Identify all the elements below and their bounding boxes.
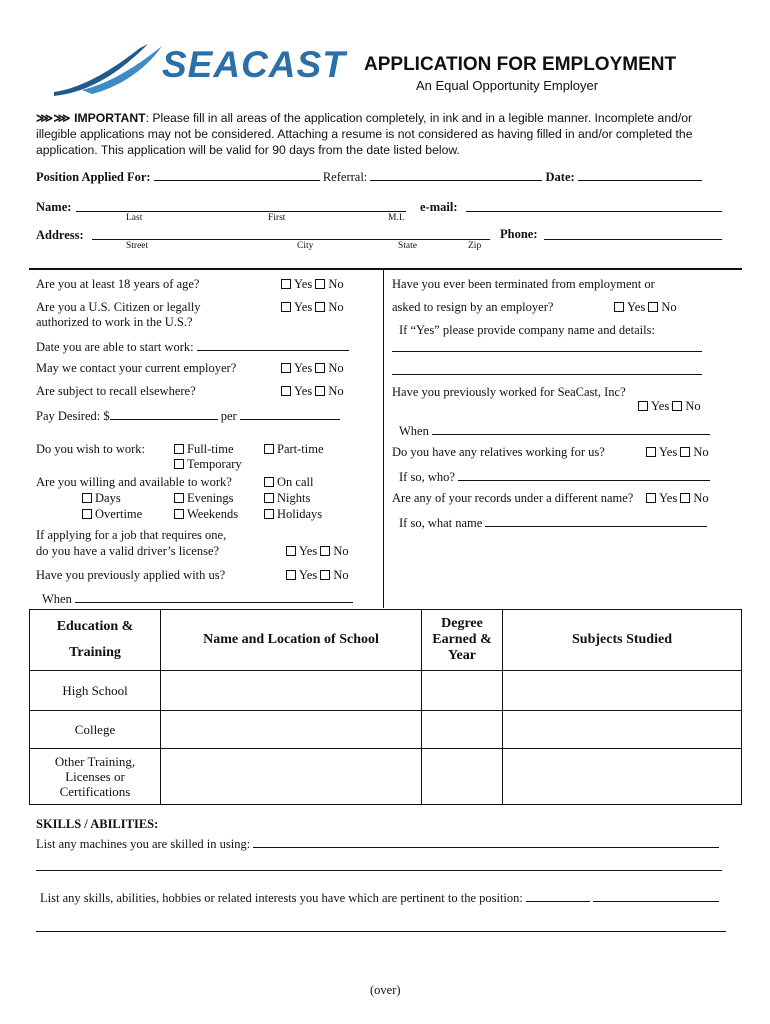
- checkbox-icon[interactable]: [638, 401, 648, 411]
- age-options[interactable]: Yes No: [281, 277, 344, 292]
- education-header: Education & Training: [30, 610, 161, 671]
- checkbox-icon[interactable]: [281, 279, 291, 289]
- checkbox-icon[interactable]: [174, 509, 184, 519]
- row-label: Other Training, Licenses or Certifications: [30, 749, 161, 805]
- checkbox-icon[interactable]: [264, 493, 274, 503]
- degree-cell[interactable]: [422, 711, 503, 749]
- subtitle: An Equal Opportunity Employer: [416, 78, 599, 93]
- checkbox-icon[interactable]: [680, 447, 690, 457]
- checkbox-icon[interactable]: [646, 493, 656, 503]
- q-contact: May we contact your current employer?: [36, 361, 237, 375]
- degree-cell[interactable]: [422, 671, 503, 711]
- details-line-1[interactable]: [392, 351, 702, 352]
- interests-line-2[interactable]: [36, 931, 726, 932]
- q-recall: Are subject to recall elsewhere?: [36, 384, 196, 398]
- q-age: Are you at least 18 years of age?: [36, 277, 200, 291]
- email-field[interactable]: [466, 211, 722, 212]
- last-caption: Last: [126, 213, 143, 223]
- q-relatives: Do you have any relatives working for us?: [392, 445, 605, 459]
- if-so-what-name: If so, what name: [399, 514, 707, 531]
- checkbox-icon[interactable]: [614, 302, 624, 312]
- if-so-who: If so, who?: [399, 468, 710, 485]
- checkbox-icon[interactable]: [680, 493, 690, 503]
- temporary-option[interactable]: Temporary: [174, 457, 242, 472]
- phone-field[interactable]: [544, 239, 722, 240]
- state-caption: State: [398, 241, 417, 251]
- machines-field[interactable]: [253, 835, 719, 848]
- checkbox-icon[interactable]: [315, 363, 325, 373]
- position-label: Position Applied For:: [36, 170, 151, 184]
- worked-when: When: [399, 422, 710, 439]
- q-license-2: do you have a valid driver’s license?: [36, 544, 220, 558]
- q-citizen-2: authorized to work in the U.S.?: [36, 315, 193, 329]
- checkbox-icon[interactable]: [320, 570, 330, 580]
- subjects-cell[interactable]: [503, 671, 742, 711]
- checkbox-icon[interactable]: [648, 302, 658, 312]
- degree-header: Degree Earned & Year: [422, 610, 503, 671]
- zip-caption: Zip: [468, 241, 482, 251]
- overtime-option[interactable]: Overtime: [82, 507, 142, 522]
- page-title: APPLICATION FOR EMPLOYMENT: [364, 54, 677, 75]
- records-options[interactable]: Yes No: [646, 491, 709, 506]
- machines-line-2[interactable]: [36, 870, 722, 871]
- degree-cell[interactable]: [422, 749, 503, 805]
- checkbox-icon[interactable]: [174, 459, 184, 469]
- position-row: [36, 168, 702, 185]
- over-note: (over): [370, 983, 401, 997]
- q-terminated-2: asked to resign by an employer?: [392, 300, 554, 314]
- worked-when-field[interactable]: [432, 422, 710, 435]
- first-caption: First: [268, 213, 286, 223]
- other-name-field[interactable]: [485, 514, 707, 527]
- checkbox-icon[interactable]: [672, 401, 682, 411]
- who-field[interactable]: [458, 468, 710, 481]
- important-notice: [36, 110, 726, 158]
- nights-option[interactable]: Nights: [264, 491, 310, 506]
- education-table: [29, 609, 742, 805]
- checkbox-icon[interactable]: [264, 509, 274, 519]
- checkbox-icon[interactable]: [174, 493, 184, 503]
- checkbox-icon[interactable]: [281, 386, 291, 396]
- mi-caption: M.I.: [388, 213, 405, 223]
- subjects-header: Subjects Studied: [503, 610, 742, 671]
- checkbox-icon[interactable]: [315, 386, 325, 396]
- interests-prompt: List any skills, abilities, hobbies or related interests you have which are pertinent to the position:: [40, 889, 719, 906]
- days-option[interactable]: Days: [82, 491, 121, 506]
- q-work: Do you wish to work:: [36, 442, 146, 456]
- checkbox-icon[interactable]: [174, 444, 184, 454]
- school-header: Name and Location of School: [161, 610, 422, 671]
- on-call-option[interactable]: On call: [264, 475, 313, 490]
- section-divider: [29, 268, 742, 270]
- name-field[interactable]: [76, 211, 406, 212]
- referral-label: Referral:: [322, 170, 368, 184]
- holidays-option[interactable]: Holidays: [264, 507, 322, 522]
- if-yes-details: If “Yes” please provide company name and details:: [399, 323, 655, 337]
- citizen-options[interactable]: Yes No: [281, 300, 344, 315]
- q-available: Are you willing and available to work?: [36, 475, 232, 489]
- arrows-icon: ⋙⋙: [36, 111, 71, 125]
- checkbox-icon[interactable]: [82, 509, 92, 519]
- checkbox-icon[interactable]: [281, 302, 291, 312]
- q-worked: Have you previously worked for SeaCast, Inc?: [392, 385, 626, 399]
- date-label: Date:: [545, 170, 575, 184]
- row-label: College: [30, 711, 161, 749]
- q-citizen-1: Are you a U.S. Citizen or legally: [36, 300, 201, 314]
- worked-options[interactable]: Yes No: [638, 399, 701, 414]
- recall-options[interactable]: Yes No: [281, 384, 344, 399]
- subjects-cell[interactable]: [503, 711, 742, 749]
- applied-when: When: [42, 590, 353, 607]
- school-cell[interactable]: [161, 749, 422, 805]
- contact-options[interactable]: Yes No: [281, 361, 344, 376]
- checkbox-icon[interactable]: [264, 477, 274, 487]
- interests-field-1[interactable]: [526, 889, 590, 902]
- address-label: Address:: [36, 228, 84, 242]
- terminated-options[interactable]: Yes No: [614, 300, 677, 315]
- q-records: Are any of your records under a different name?: [392, 491, 634, 505]
- street-caption: Street: [126, 241, 149, 251]
- checkbox-icon[interactable]: [82, 493, 92, 503]
- weekends-option[interactable]: Weekends: [174, 507, 238, 522]
- relatives-options[interactable]: Yes No: [646, 445, 709, 460]
- table-row: [30, 749, 742, 805]
- wave-icon: [52, 40, 172, 100]
- column-divider: [383, 268, 384, 608]
- pay-row: Pay Desired: $ per: [36, 407, 340, 424]
- position-field[interactable]: [154, 168, 320, 181]
- applied-when-field[interactable]: [75, 590, 353, 603]
- referral-field[interactable]: [370, 168, 542, 181]
- checkbox-icon[interactable]: [646, 447, 656, 457]
- license-options[interactable]: Yes No: [286, 544, 349, 559]
- evenings-option[interactable]: Evenings: [174, 491, 234, 506]
- checkbox-icon[interactable]: [315, 302, 325, 312]
- details-line-2[interactable]: [392, 374, 702, 375]
- phone-label: Phone:: [500, 227, 538, 241]
- start-date-field[interactable]: [197, 338, 349, 351]
- school-cell[interactable]: [161, 671, 422, 711]
- applied-options[interactable]: Yes No: [286, 568, 349, 583]
- school-cell[interactable]: [161, 711, 422, 749]
- name-label: Name:: [36, 200, 72, 214]
- interests-field-2[interactable]: [593, 889, 719, 902]
- table-row: [30, 671, 742, 711]
- checkbox-icon[interactable]: [315, 279, 325, 289]
- q-applied: Have you previously applied with us?: [36, 568, 226, 582]
- address-field[interactable]: [92, 239, 490, 240]
- checkbox-icon[interactable]: [286, 570, 296, 580]
- checkbox-icon[interactable]: [286, 546, 296, 556]
- checkbox-icon[interactable]: [281, 363, 291, 373]
- city-caption: City: [297, 241, 314, 251]
- email-label: e-mail:: [420, 200, 458, 214]
- machines-prompt: List any machines you are skilled in using:: [36, 835, 719, 852]
- brand-name: SEACAST: [162, 44, 346, 85]
- table-row: [30, 711, 742, 749]
- important-label: IMPORTANT: [74, 111, 146, 125]
- skills-heading: SKILLS / ABILITIES:: [36, 817, 159, 831]
- row-label: High School: [30, 671, 161, 711]
- date-field[interactable]: [578, 168, 702, 181]
- part-time-option[interactable]: Part-time: [264, 442, 324, 457]
- q-terminated-1: Have you ever been terminated from employment or: [392, 277, 655, 291]
- q-start: Date you are able to start work:: [36, 338, 349, 355]
- checkbox-icon[interactable]: [264, 444, 274, 454]
- checkbox-icon[interactable]: [320, 546, 330, 556]
- q-license-1: If applying for a job that requires one,: [36, 528, 227, 542]
- important-text: : Please fill in all areas of the application completely, in ink and in a legible manner. Incomplete and/or illegible applications may not be considered. Attaching a resume is not considered as having filled in and/or completed the application. This application will be valid for 90 days from the date listed below.: [36, 111, 693, 157]
- subjects-cell[interactable]: [503, 749, 742, 805]
- logo: [52, 40, 352, 100]
- full-time-option[interactable]: Full-time: [174, 442, 234, 457]
- pay-period-field[interactable]: [240, 407, 340, 420]
- pay-amount-field[interactable]: [110, 407, 218, 420]
